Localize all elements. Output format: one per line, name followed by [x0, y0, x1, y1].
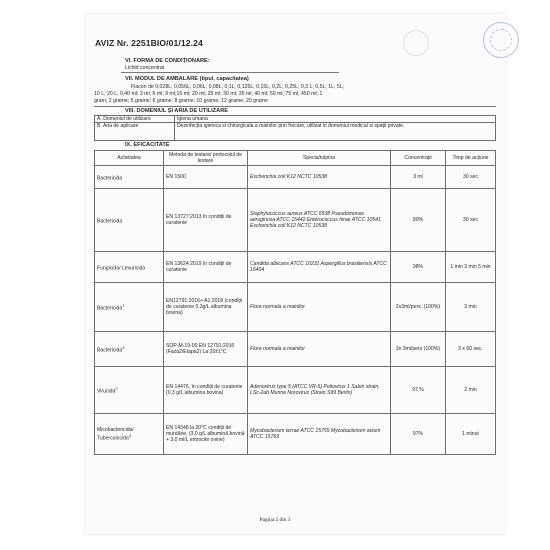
application-area-label: B. Aria de aplicare	[95, 123, 175, 141]
activity-cell: Bactericida$^3$	[95, 332, 164, 367]
column-header-concentration: Concentrații	[391, 151, 446, 166]
time-cell: 3 x 60 sec.	[446, 332, 496, 367]
concentration-cell: 80%	[391, 189, 446, 252]
section-6-heading: VI. FORMA DE CONDIȚIONARE:	[125, 58, 210, 64]
concentration-cell: 98%	[391, 252, 446, 283]
section-7-line-2: 10 L; 20 L; 0,40 ml; 3 ml; 6 ml; 9 ml;15 ml; 20 ml; 25 ml; 30 ml; 35 ml; 40 ml; 50 ml; 75 ml; 450 ml; 1	[94, 91, 323, 97]
species-cell: Adenovirus type 5 (ATCC VR-5) Poliovirus 1 Sabin strain, LSc-2ab Murine Norovirus (Strain S99 Berlin)	[248, 367, 391, 414]
concentration-cell: 97%	[391, 414, 446, 455]
column-header-method: Metoda de testare/ protocolul de testare	[164, 151, 248, 166]
section-7-line-1: Flacon de 0,028L; 0,056L; 0,06L; 0,08L; 0,1L; 0,125L; 0,15L; 0,2L; 0,25L; 0,3 L; 0,5L; 1L; 5L;	[131, 84, 345, 90]
column-header-activity: Activitatea	[95, 151, 164, 166]
official-stamp-seal	[483, 22, 519, 58]
section-7-rule	[94, 106, 496, 107]
table-row	[95, 252, 496, 283]
table-row	[95, 166, 496, 189]
time-cell: 30 sec	[446, 166, 496, 189]
method-cell: EN 13624:2019 în condiții de curatenie	[164, 252, 248, 283]
concentration-cell: 3x 3ml/pers (100%)	[391, 332, 446, 367]
concentration-cell: 3 ml	[391, 166, 446, 189]
section-8-table	[94, 115, 496, 141]
time-cell: 2 min	[446, 367, 496, 414]
application-area-value: Dezinfecția igienica si chirurgicala a mainilor prin frecare, utilizat in domeniul medical si spații private.	[175, 123, 496, 141]
method-cell: EN 13727:2013 în condiții de curatenie	[164, 189, 248, 252]
section-6-value: Lichid concentrat	[125, 65, 165, 71]
column-header-species: Specia/tulpina	[248, 151, 391, 166]
activity-cell: Virucida$^2$	[95, 367, 164, 414]
table-row	[95, 123, 496, 141]
activity-cell: Fungicida/ Levuricida	[95, 252, 164, 283]
section-6-rule	[121, 72, 339, 73]
section-7-line-3: gram; 2 grame; 5 grame; 6 grame; 8 grame; 10 grame; 12 grame; 20 grame	[94, 98, 268, 104]
activity-cell: Bactericida	[95, 166, 164, 189]
usage-domain-label: A. Domeniul de utilizare	[95, 116, 175, 123]
concentration-cell: 97 %	[391, 367, 446, 414]
species-cell: Flora normala a mainilor	[248, 332, 391, 367]
section-9-heading: IX. EFICACITATE	[125, 142, 170, 148]
document-title: AVIZ Nr. 2251BIO/01/12.24	[95, 38, 203, 48]
column-header-time: Timp de acțiune	[446, 151, 496, 166]
table-row	[95, 332, 496, 367]
method-cell: SOP-M-19-00 EN 12791:2016 (Faza2/Etapa2) La 20±1°C	[164, 332, 248, 367]
concentration-cell: 2x3ml/pers. (100%)	[391, 283, 446, 332]
method-cell: EN 14476, în condiții de curatenie (0,3 g/L albumina bovina)	[164, 367, 248, 414]
species-cell: Staphylococcus aureus ATCC 6538 Pseudomonas aeruginosa ATCC 15442 Enterococcus hirae ATCC 10541 Escherichia coli K12 NCTC 10538	[248, 189, 391, 252]
table-row	[95, 414, 496, 455]
time-cell: 30 sec	[446, 189, 496, 252]
table-header-row	[95, 151, 496, 166]
page-number: Pagina 2 din 3	[259, 517, 291, 523]
faint-stamp-mark	[403, 30, 429, 56]
document-page	[85, 14, 505, 534]
table-row	[95, 283, 496, 332]
section-8-heading: VIII. DOMENIUL ȘI ARIA DE UTILIZARE	[125, 108, 228, 114]
time-cell: 1 min 3 min 5 min	[446, 252, 496, 283]
species-cell: Flora normala a mainilor	[248, 283, 391, 332]
species-cell: Escherichia coli K12 NCTC 10538	[248, 166, 391, 189]
table-row	[95, 189, 496, 252]
activity-cell: Bactericida	[95, 189, 164, 252]
method-cell: EN 1500	[164, 166, 248, 189]
activity-cell: Micobactericida/ Tuberculocida$^4$	[95, 414, 164, 455]
activity-cell: Bactericida$^1$	[95, 283, 164, 332]
section-7-heading: VII. MODUL DE AMBALARE (tipul, capacitatea)	[125, 76, 249, 82]
table-row	[95, 116, 496, 123]
species-cell: Candida albicans ATCC 10231 Aspergillus brasiliensis ATCC 16404	[248, 252, 391, 283]
usage-domain-value: Igiena umana	[175, 116, 496, 123]
efficacy-table	[94, 150, 496, 455]
method-cell: EN12791:2016+ A1:2018 (condiții de curatenie 0,3g/L albumina bovina)	[164, 283, 248, 332]
method-cell: EN 14348 la 20°C condiții de murdărie, (3,0 g/L albumină bovină + 3,0 ml/L eritrocite ovine)	[164, 414, 248, 455]
time-cell: 1 minut	[446, 414, 496, 455]
species-cell: Mycobacterium terrae ATCC 15755 Mycobacterium avium ATCC 15769	[248, 414, 391, 455]
table-row	[95, 367, 496, 414]
time-cell: 3 min	[446, 283, 496, 332]
